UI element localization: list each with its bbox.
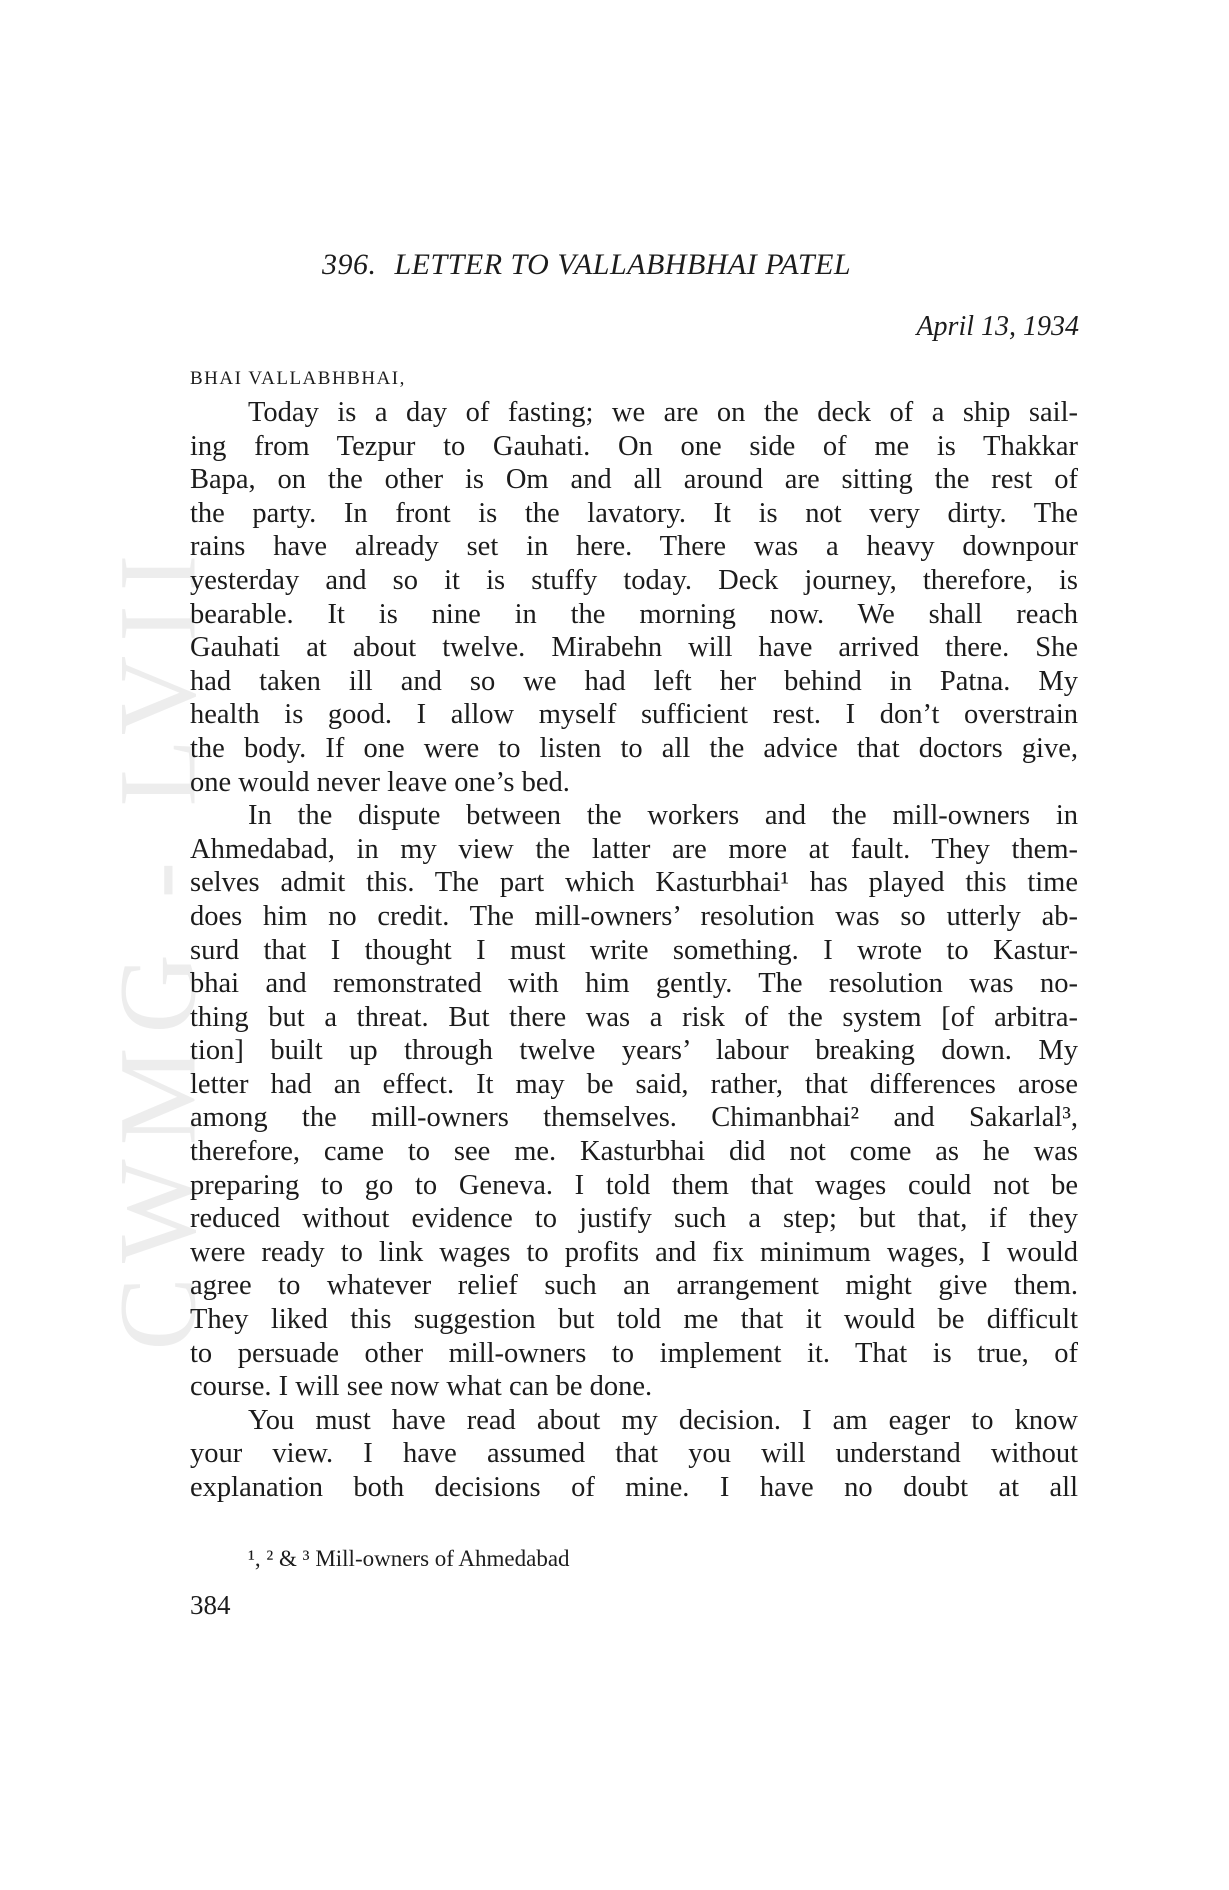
heading-number: 396. bbox=[322, 248, 377, 281]
text-line: They liked this suggestion but told me that it would be difficult bbox=[190, 1304, 1078, 1336]
letter-date: April 13, 1934 bbox=[916, 311, 1079, 342]
text-line: Ahmedabad, in my view the latter are more at fault. They them- bbox=[190, 833, 1078, 865]
paragraph bbox=[190, 1404, 1078, 1505]
text-line: had taken ill and so we had left her behind in Patna. My bbox=[190, 665, 1078, 697]
salutation: BHAI VALLABHBHAI, bbox=[190, 368, 406, 389]
watermark bbox=[96, 470, 219, 1420]
text-line: therefore, came to see me. Kasturbhai did not come as he was bbox=[190, 1136, 1078, 1168]
text-line: bearable. It is nine in the morning now. We shall reach bbox=[190, 598, 1078, 630]
text-line: Today is a day of fasting; we are on the deck of a ship sail- bbox=[248, 397, 1078, 428]
text-line: surd that I thought I must write something. I wrote to Kastur- bbox=[190, 934, 1078, 966]
text-line: health is good. I allow myself sufficient rest. I don’t overstrain bbox=[190, 699, 1078, 731]
text-line: one would never leave one’s bed. bbox=[190, 766, 570, 798]
paragraph bbox=[190, 799, 1078, 1404]
text-line: agree to whatever relief such an arrangement might give them. bbox=[190, 1270, 1078, 1302]
letter-body bbox=[190, 396, 1078, 1505]
watermark-text: CWMG - LVII bbox=[96, 540, 219, 1350]
text-line: were ready to link wages to profits and fix minimum wages, I would bbox=[190, 1236, 1078, 1268]
text-line: letter had an effect. It may be said, rather, that differences arose bbox=[190, 1068, 1078, 1100]
text-line: to persuade other mill-owners to implement it. That is true, of bbox=[190, 1337, 1078, 1369]
text-line: course. I will see now what can be done. bbox=[190, 1371, 653, 1403]
text-line: ing from Tezpur to Gauhati. On one side of me is Thakkar bbox=[190, 430, 1078, 462]
text-line: You must have read about my decision. I am eager to know bbox=[248, 1404, 1078, 1436]
text-line: yesterday and so it is stuffy today. Deck journey, therefore, is bbox=[190, 564, 1078, 596]
text-line: the party. In front is the lavatory. It is not very dirty. The bbox=[190, 497, 1078, 529]
text-line: In the dispute between the workers and the mill-owners in bbox=[248, 800, 1078, 832]
text-line: selves admit this. The part which Kasturbhai¹ has played this time bbox=[190, 867, 1078, 899]
text-line: does him no credit. The mill-owners’ resolution was so utterly ab- bbox=[190, 900, 1078, 932]
text-line: Gauhati at about twelve. Mirabehn will have arrived there. She bbox=[190, 632, 1078, 664]
footnote: ¹, ² & ³ Mill-owners of Ahmedabad bbox=[248, 1546, 570, 1571]
letter-heading bbox=[322, 248, 851, 282]
text-line: bhai and remonstrated with him gently. The resolution was no- bbox=[190, 968, 1078, 1000]
text-line: preparing to go to Geneva. I told them that wages could not be bbox=[190, 1169, 1078, 1201]
text-line: Bapa, on the other is Om and all around are sitting the rest of bbox=[190, 464, 1078, 496]
text-line: reduced without evidence to justify such a step; but that, if they bbox=[190, 1203, 1078, 1235]
text-line: rains have already set in here. There was a heavy downpour bbox=[190, 531, 1078, 563]
page-number: 384 bbox=[190, 1590, 231, 1620]
text-line: tion] built up through twelve years’ labour breaking down. My bbox=[190, 1035, 1078, 1067]
paragraph bbox=[190, 396, 1078, 799]
text-line: explanation both decisions of mine. I have no doubt at all bbox=[190, 1472, 1078, 1503]
text-line: among the mill-owners themselves. Chimanbhai² and Sakarlal³, bbox=[190, 1102, 1078, 1134]
text-line: your view. I have assumed that you will understand without bbox=[190, 1438, 1078, 1470]
heading-title: LETTER TO VALLABHBHAI PATEL bbox=[394, 248, 852, 281]
text-line: the body. If one were to listen to all the advice that doctors give, bbox=[190, 732, 1078, 764]
text-line: thing but a threat. But there was a risk of the system [of arbitra- bbox=[190, 1001, 1078, 1033]
